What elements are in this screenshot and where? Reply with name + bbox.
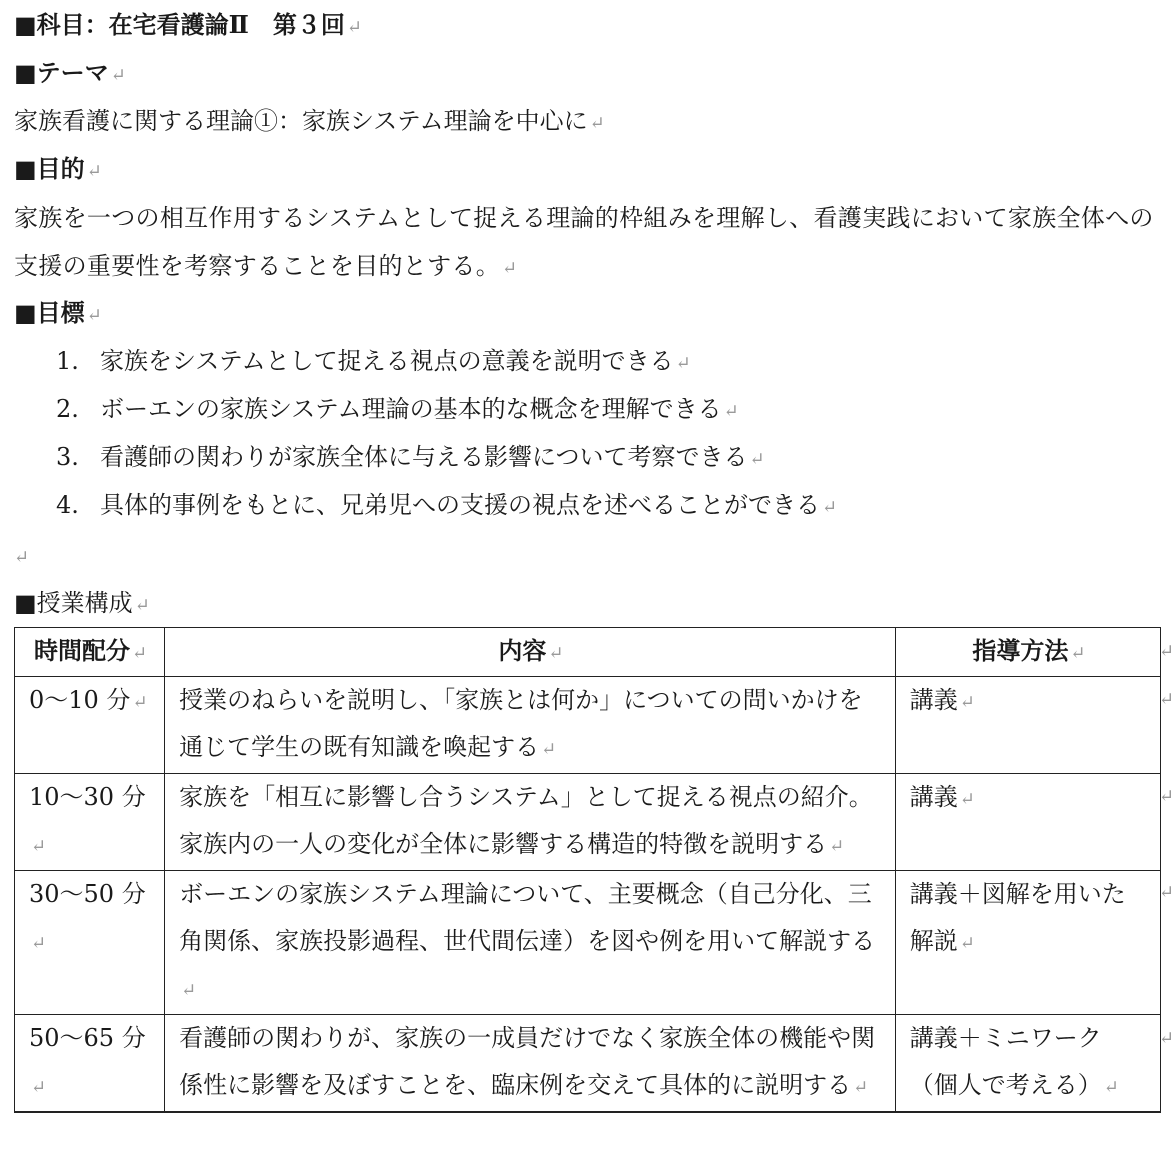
cell-mark-icon: ↵ [132,643,148,664]
goal-item-1 [56,344,691,381]
purpose-paragraph [14,194,1174,293]
goal-text: 家族をシステムとして捉える視点の意義を説明できる [100,347,674,375]
row-end-mark-icon: ↵ [1159,786,1174,807]
cell-method: 講義＋図解を用いた解説 ↵ [895,871,1160,1015]
empty-line [14,538,29,572]
goal-number: 1. [56,347,79,375]
cell-method: 講義 ↵ [895,677,1160,774]
cell-mark-icon: ↵ [829,836,845,857]
cell-mark-icon: ↵ [1103,1077,1119,1098]
table-row [15,774,1161,871]
lesson-structure-table [14,627,1161,1113]
goals-heading [14,296,102,330]
row-end-mark-icon: ↵ [1159,1028,1174,1049]
cell-content: 授業のねらいを説明し、「家族とは何か」についての問いかけを通じて学生の既有知識を喚起する ↵ [165,677,896,774]
theme-heading [14,56,126,90]
goal-text: ボーエンの家族システム理論の基本的な概念を理解できる [100,395,722,423]
header-content: 内容 ↵ [165,628,896,677]
structure-heading-text: ■授業構成 [14,589,133,617]
header-time: 時間配分 ↵ [15,628,165,677]
table-header-row [15,628,1161,677]
paragraph-mark-icon: ↵ [134,595,150,616]
goals-heading-text: ■目標 [14,298,85,327]
cell-mark-icon: ↵ [31,836,47,857]
row-end-mark-icon: ↵ [1159,882,1174,903]
cell-content [165,1112,896,1113]
cell-mark-icon: ↵ [132,692,148,713]
paragraph-mark-icon: ↵ [675,353,691,374]
paragraph-mark-icon: ↵ [589,113,605,134]
paragraph-mark-icon: ↵ [110,65,126,86]
paragraph-mark-icon: ↵ [86,305,102,326]
table-row [15,1015,1161,1112]
cell-mark-icon: ↵ [31,1077,47,1098]
cell-mark-icon: ↵ [1070,643,1086,664]
header-method: 指導方法 ↵ [895,628,1160,677]
cell-time: 50〜65 分↵ [15,1015,165,1112]
cell-method: 講義 ↵ [895,774,1160,871]
cell-content: 家族を「相互に影響し合うシステム」として捉える視点の紹介。家族内の一人の変化が全体に影響する構造的特徴を説明する ↵ [165,774,896,871]
goal-item-4 [56,488,837,525]
goal-text: 具体的事例をもとに、兄弟児への支援の視点を述べることができる [100,491,820,519]
row-end-mark-icon: ↵ [1159,641,1174,662]
purpose-heading [14,152,102,186]
paragraph-mark-icon: ↵ [502,258,518,279]
theme-heading-text: ■テーマ [14,58,109,87]
paragraph-mark-icon: ↵ [822,497,838,518]
paragraph-mark-icon: ↵ [14,547,30,568]
cell-mark-icon: ↵ [548,643,564,664]
goal-number: 2. [56,395,79,423]
cell-mark-icon: ↵ [959,789,975,810]
cell-mark-icon: ↵ [959,692,975,713]
table-row [15,1112,1161,1113]
subject-text: ■科目：在宅看護論Ⅱ 第３回 [14,10,345,39]
purpose-heading-text: ■目的 [14,154,85,183]
theme-text: 家族看護に関する理論①：家族システム理論を中心に [14,107,588,135]
paragraph-mark-icon: ↵ [749,449,765,470]
cell-time: 10〜30 分↵ [15,774,165,871]
paragraph-mark-icon: ↵ [86,161,102,182]
table-row [15,871,1161,1015]
cell-time: 0〜10 分 ↵ [15,677,165,774]
cell-time: 30〜50 分↵ [15,871,165,1015]
structure-heading [14,586,150,620]
goal-text: 看護師の関わりが家族全体に与える影響について考察できる [100,443,748,471]
cell-mark-icon: ↵ [959,933,975,954]
goal-number: 4. [56,491,79,519]
row-end-mark-icon: ↵ [1159,689,1174,710]
subject-heading [14,8,362,42]
cell-content: 看護師の関わりが、家族の一成員だけでなく家族全体の機能や関係性に影響を及ぼすことを、臨床例を交えて具体的に説明する ↵ [165,1015,896,1112]
goal-number: 3. [56,443,79,471]
cell-mark-icon: ↵ [181,980,197,1001]
cell-method: 講義＋ミニワーク（個人で考える） ↵ [895,1015,1160,1112]
cell-time [15,1112,165,1113]
goal-item-3 [56,440,765,477]
goal-item-2 [56,392,739,429]
theme-line [14,104,605,138]
table-row [15,677,1161,774]
paragraph-mark-icon: ↵ [346,17,362,38]
cell-mark-icon: ↵ [31,933,47,954]
paragraph-mark-icon: ↵ [723,401,739,422]
cell-method [895,1112,1160,1113]
cell-content: ボーエンの家族システム理論について、主要概念（自己分化、三角関係、家族投影過程、世代間伝達）を図や例を用いて解説する↵ [165,871,896,1015]
cell-mark-icon: ↵ [853,1077,869,1098]
purpose-text: 家族を一つの相互作用するシステムとして捉える理論的枠組みを理解し、看護実践において家族全体への支援の重要性を考察することを目的とする。 [14,204,1154,280]
cell-mark-icon: ↵ [541,739,557,760]
